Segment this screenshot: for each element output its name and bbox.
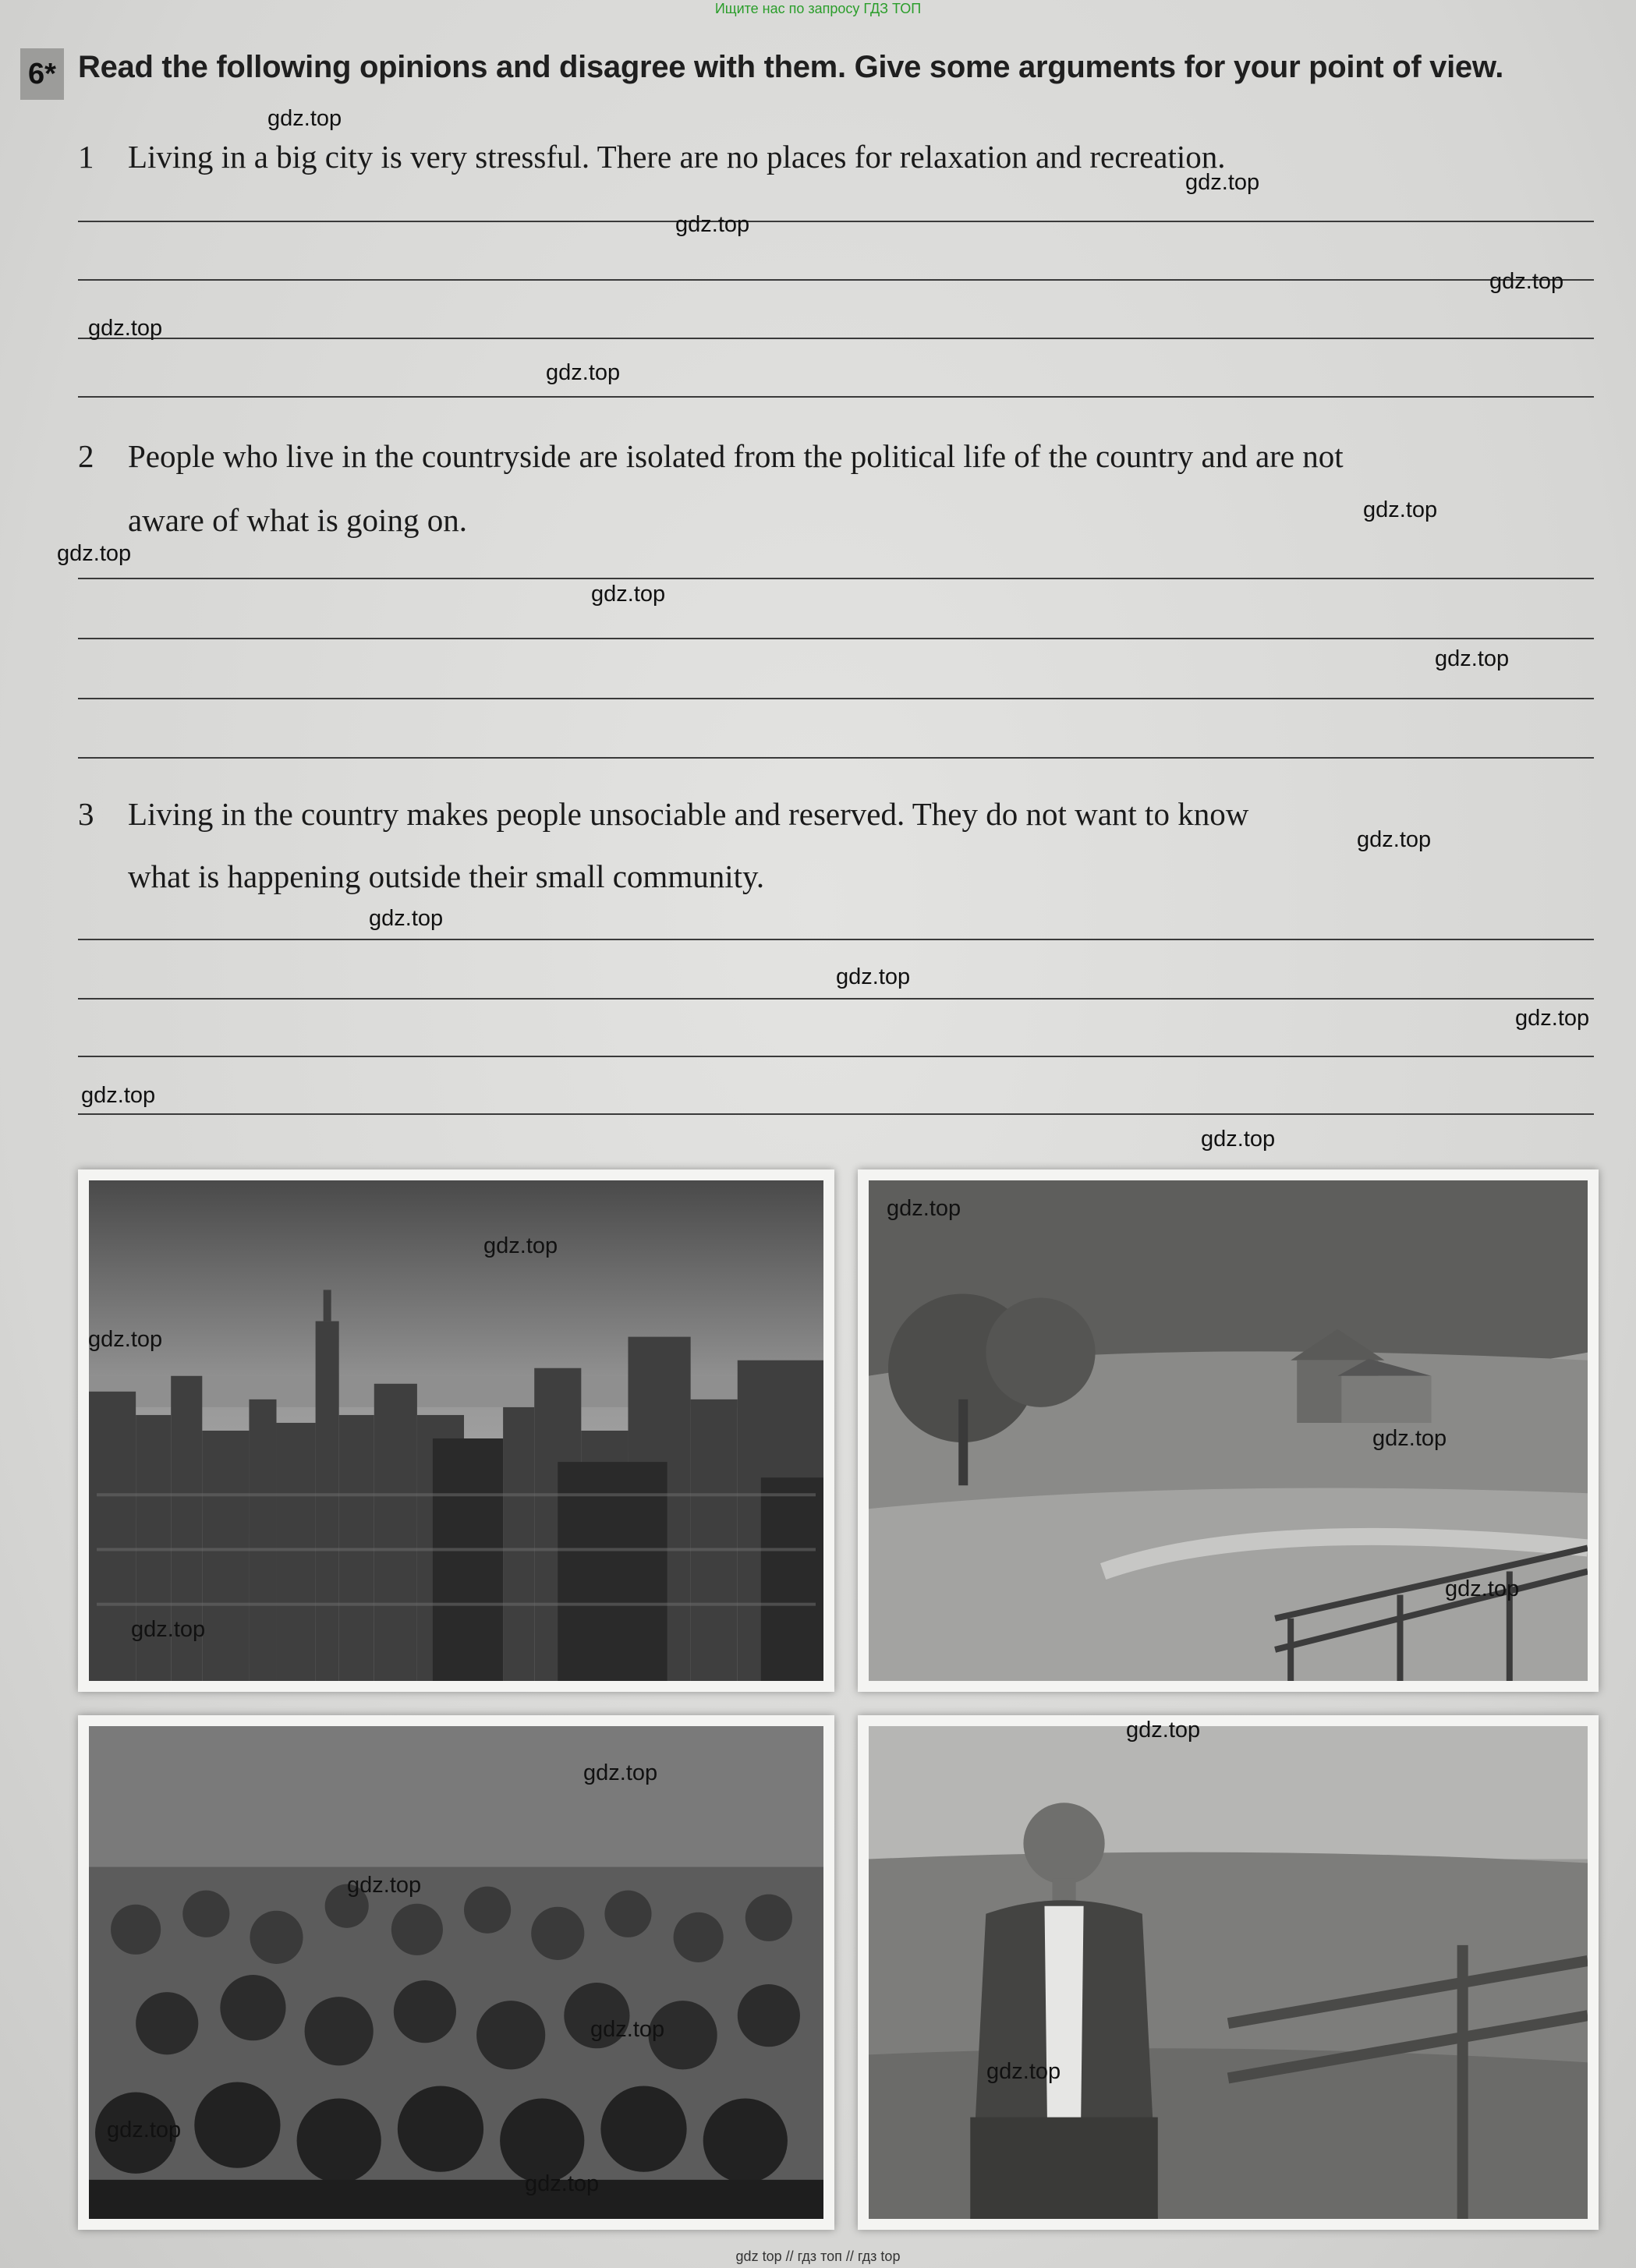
answer-line[interactable] xyxy=(78,998,1594,1000)
item-text: Living in a big city is very stressful. There are no places for relaxation and recreation. xyxy=(128,139,1226,175)
answer-line[interactable] xyxy=(78,1056,1594,1057)
city-skyline-photo xyxy=(78,1169,834,1692)
watermark: gdz.top xyxy=(1363,497,1438,522)
watermark: gdz.top xyxy=(1201,1127,1276,1152)
item-number: 1 xyxy=(78,139,94,175)
city-skyline-image xyxy=(89,1180,823,1681)
watermark: gdz.top xyxy=(88,316,163,341)
item-text-line-1: Living in the country makes people unsociable and reserved. They do not want to know xyxy=(128,796,1249,832)
answer-line[interactable] xyxy=(78,578,1594,579)
item-number: 3 xyxy=(78,796,94,832)
countryside-farm-image xyxy=(869,1180,1588,1681)
watermark: gdz.top xyxy=(590,2017,665,2042)
item-text-line-2: what is happening outside their small community. xyxy=(128,858,765,894)
watermark: gdz.top xyxy=(1126,1718,1201,1743)
bottom-banner[interactable]: gdz top // гдз топ // гдз top xyxy=(735,2249,901,2264)
watermark: gdz.top xyxy=(591,582,666,607)
man-countryside-photo xyxy=(858,1715,1599,2230)
watermark: gdz.top xyxy=(131,1617,206,1642)
watermark: gdz.top xyxy=(88,1327,163,1352)
item-text-line-1: People who live in the countryside are isolated from the political life of the country and are not xyxy=(128,438,1344,474)
answer-line[interactable] xyxy=(78,698,1594,699)
crowd-photo xyxy=(78,1715,834,2230)
watermark: gdz.top xyxy=(1435,646,1510,671)
watermark: gdz.top xyxy=(546,360,621,385)
exercise-instruction: Read the following opinions and disagree with them. Give some arguments for your point of view. xyxy=(78,50,1504,84)
watermark: gdz.top xyxy=(1445,1576,1520,1601)
watermark: gdz.top xyxy=(267,106,342,131)
item-number: 2 xyxy=(78,438,94,474)
watermark: gdz.top xyxy=(583,1760,658,1785)
watermark: gdz.top xyxy=(525,2171,600,2196)
answer-line[interactable] xyxy=(78,638,1594,639)
answer-line[interactable] xyxy=(78,1113,1594,1115)
answer-line[interactable] xyxy=(78,338,1594,339)
answer-line[interactable] xyxy=(78,396,1594,398)
watermark: gdz.top xyxy=(1185,170,1260,195)
watermark: gdz.top xyxy=(81,1083,156,1108)
watermark: gdz.top xyxy=(57,541,132,566)
watermark: gdz.top xyxy=(675,212,750,237)
watermark: gdz.top xyxy=(836,964,911,989)
crowd-image xyxy=(89,1726,823,2219)
item-text-line-2: aware of what is going on. xyxy=(128,502,467,538)
watermark: gdz.top xyxy=(986,2059,1061,2084)
top-banner[interactable]: Ищите нас по запросу ГДЗ ТОП xyxy=(714,1,922,16)
watermark: gdz.top xyxy=(1489,269,1564,294)
answer-line[interactable] xyxy=(78,221,1594,222)
watermark: gdz.top xyxy=(369,906,444,931)
answer-line[interactable] xyxy=(78,279,1594,281)
watermark: gdz.top xyxy=(107,2118,182,2142)
watermark: gdz.top xyxy=(1372,1426,1447,1451)
watermark: gdz.top xyxy=(483,1233,558,1258)
man-countryside-image xyxy=(869,1726,1588,2219)
exercise-number-badge: 6* xyxy=(20,48,64,100)
watermark: gdz.top xyxy=(1515,1006,1590,1031)
countryside-farm-photo xyxy=(858,1169,1599,1692)
watermark: gdz.top xyxy=(1357,827,1432,852)
watermark: gdz.top xyxy=(347,1873,422,1898)
answer-line[interactable] xyxy=(78,939,1594,940)
answer-line[interactable] xyxy=(78,757,1594,759)
watermark: gdz.top xyxy=(887,1196,961,1221)
